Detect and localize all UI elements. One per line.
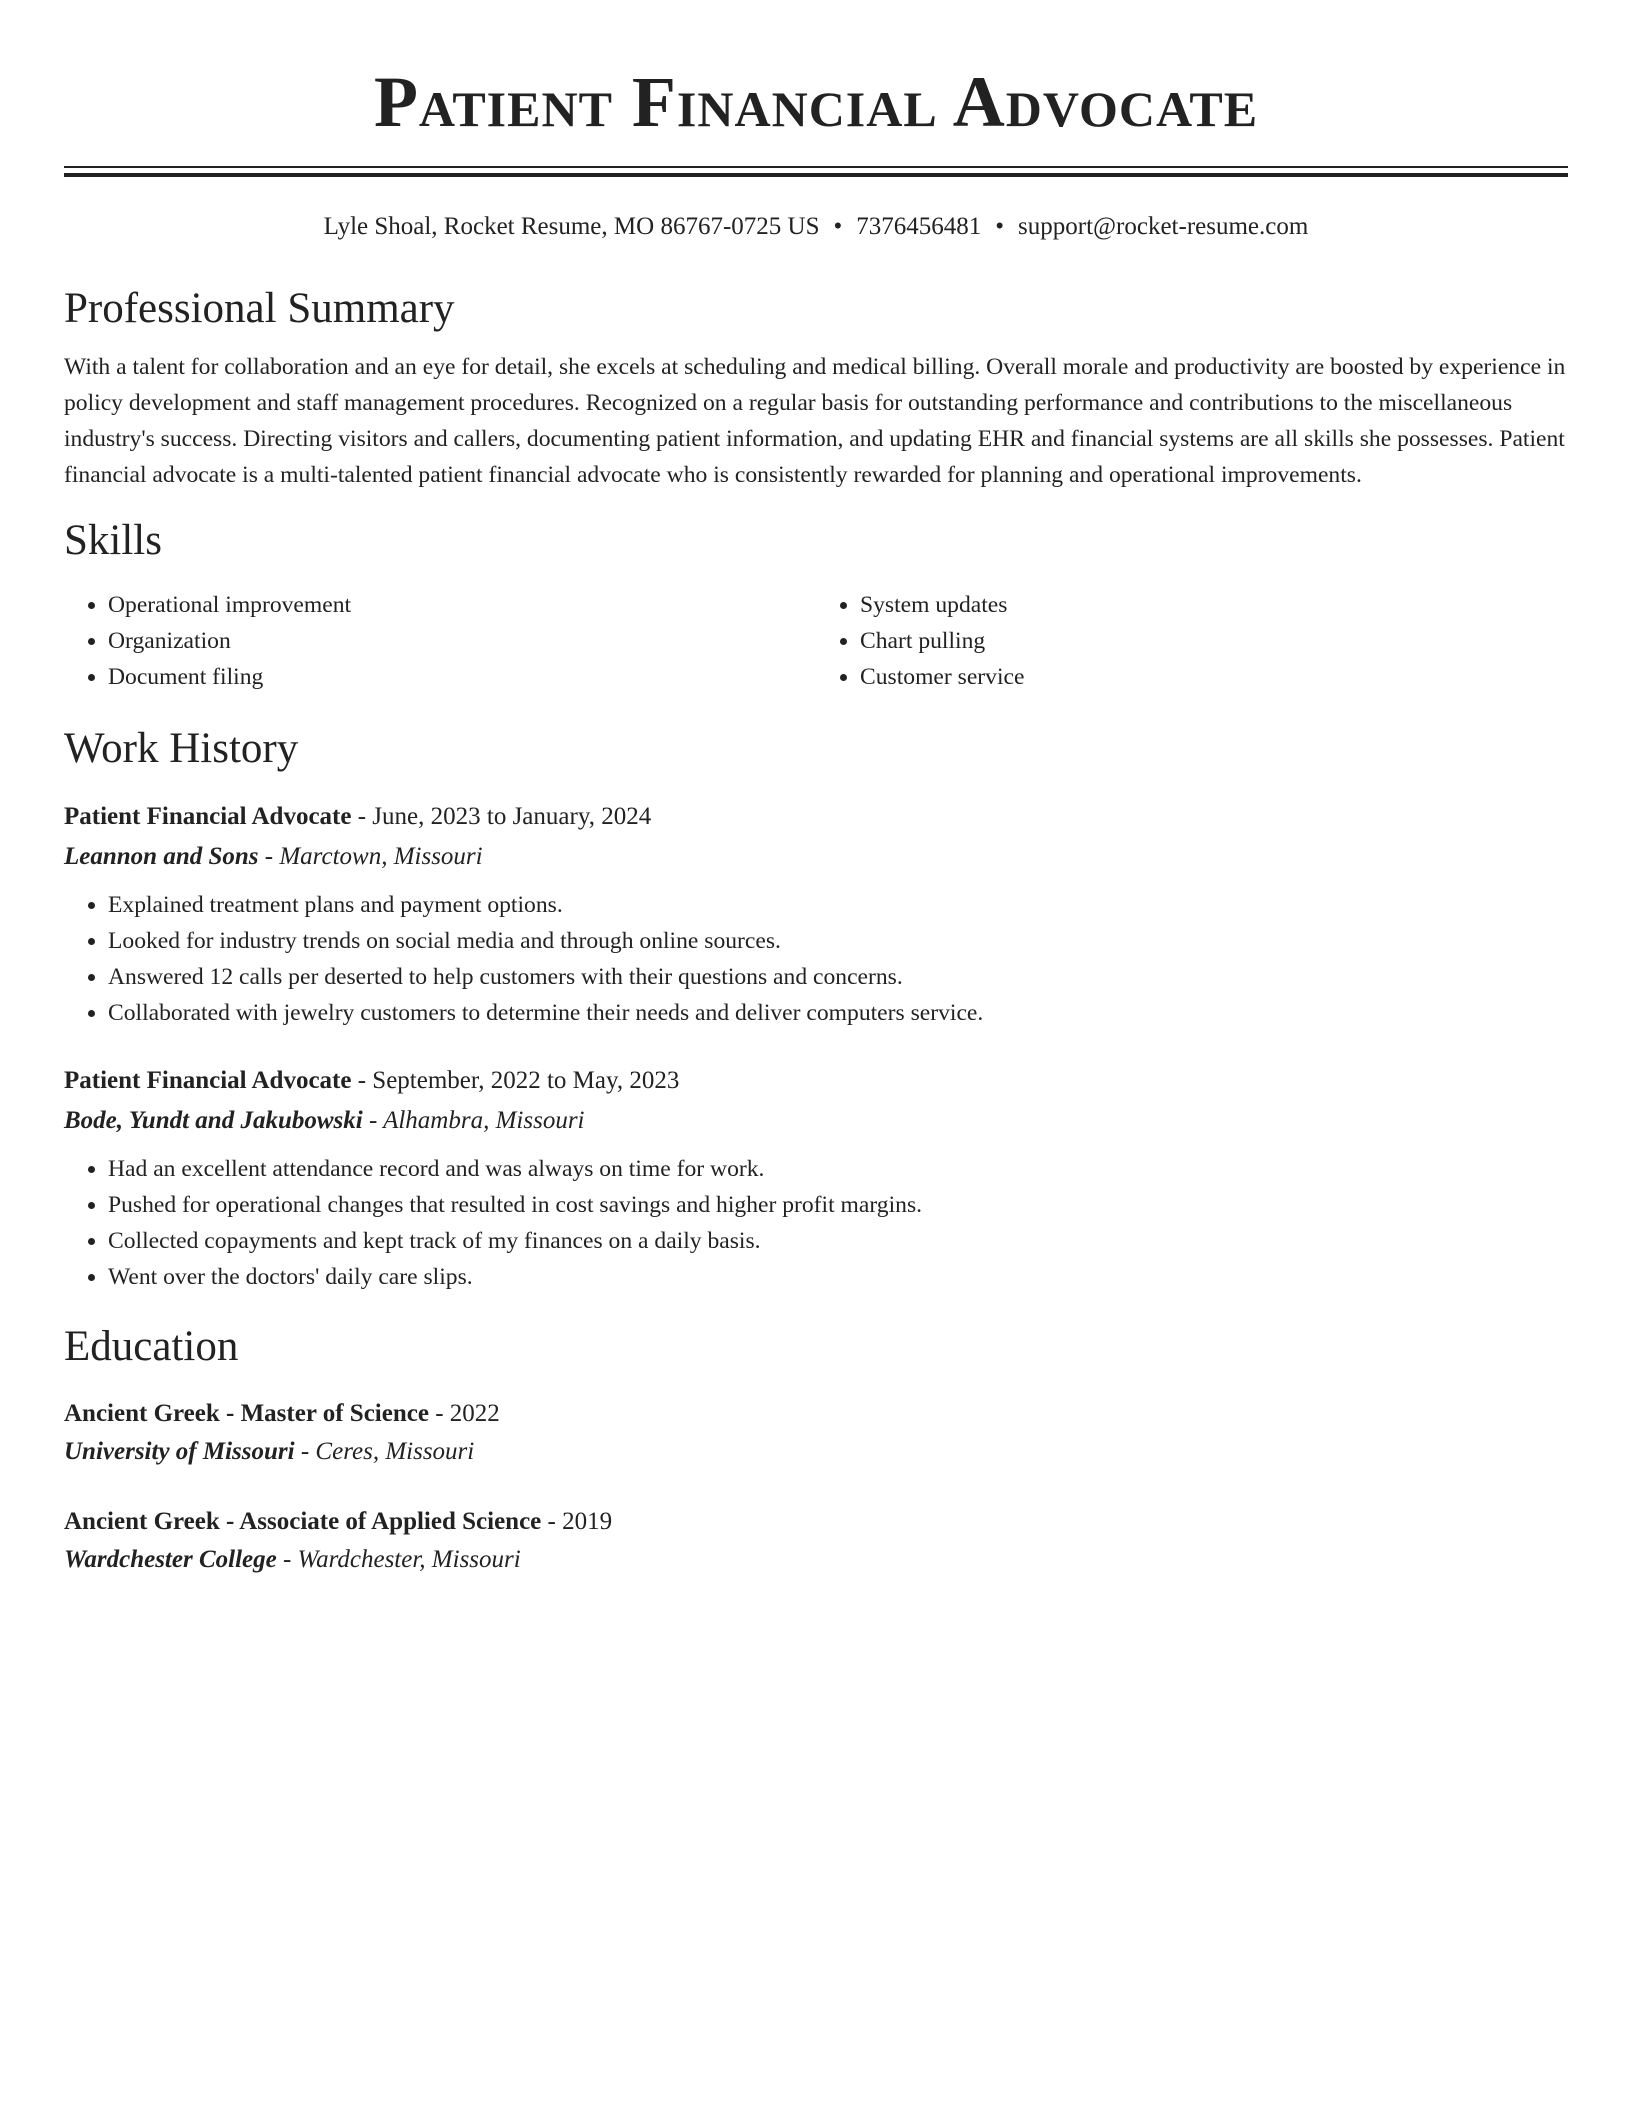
contact-email: support@rocket-resume.com (1018, 213, 1309, 240)
job-bullets (64, 1151, 1568, 1295)
education-year: - 2019 (541, 1508, 613, 1535)
contact-line (64, 211, 1568, 243)
job-employer (64, 837, 1568, 877)
job-bullet: • Answered 12 calls per deserted to help customers with their questions and concerns. (108, 959, 1568, 995)
skill-item: • Document filing (108, 659, 816, 695)
education-location: - Ceres, Missouri (294, 1438, 475, 1465)
title-divider-thick (64, 173, 1568, 177)
job-dates: - June, 2023 to January, 2024 (351, 803, 652, 830)
skill-item: • Operational improvement (108, 587, 816, 623)
skill-item: • Organization (108, 623, 816, 659)
job-header (64, 797, 1568, 837)
job-header (64, 1061, 1568, 1101)
contact-address: Lyle Shoal, Rocket Resume, MO 86767-0725 US (323, 213, 820, 240)
job-org: Leannon and Sons (64, 843, 259, 870)
education-degree: Ancient Greek - Associate of Applied Science (64, 1508, 542, 1535)
job-role: Patient Financial Advocate (64, 1067, 352, 1094)
job-bullet: • Looked for industry trends on social media and through online sources. (108, 923, 1568, 959)
skill-item: • Chart pulling (860, 623, 1568, 659)
job-bullet: • Explained treatment plans and payment options. (108, 887, 1568, 923)
skill-item: • System updates (860, 587, 1568, 623)
job-bullet: • Went over the doctors' daily care slips. (108, 1259, 1568, 1295)
education-year: - 2022 (428, 1400, 500, 1427)
job-bullet: • Pushed for operational changes that resulted in cost savings and higher profit margins. (108, 1187, 1568, 1223)
job-org: Bode, Yundt and Jakubowski (64, 1107, 363, 1134)
education-entry (64, 1503, 1568, 1579)
job-entry (64, 797, 1568, 1031)
job-role: Patient Financial Advocate (64, 803, 352, 830)
education-header (64, 1395, 1568, 1433)
education-entry (64, 1395, 1568, 1471)
contact-separator: • (833, 213, 843, 240)
education-institution (64, 1541, 1568, 1579)
contact-phone: 7376456481 (856, 213, 982, 240)
job-employer (64, 1101, 1568, 1141)
summary-heading: Professional Summary (64, 285, 455, 332)
skills-column-left (64, 587, 816, 695)
job-entry (64, 1061, 1568, 1295)
education-location: - Wardchester, Missouri (276, 1546, 521, 1573)
skills-list (64, 587, 1568, 695)
job-bullets (64, 887, 1568, 1031)
job-bullet: • Had an excellent attendance record and was always on time for work. (108, 1151, 1568, 1187)
job-location: - Marctown, Missouri (258, 843, 483, 870)
resume-title: Patient Financial Advocate (373, 62, 1259, 142)
contact-separator: • (995, 213, 1005, 240)
skills-column-right (816, 587, 1568, 695)
job-dates: - September, 2022 to May, 2023 (351, 1067, 680, 1094)
education-header (64, 1503, 1568, 1541)
title-divider-thin (64, 166, 1568, 168)
education-heading: Education (64, 1323, 239, 1370)
education-institution (64, 1433, 1568, 1471)
summary-text: With a talent for collaboration and an eye for detail, she excels at scheduling and medical billing. Overall morale and productivity are boosted by experience in policy development and staff management procedures. Recognized on a regular basis for outstanding performance and contributions to the miscellaneous industry's success. Directing visitors and callers, documenting patient information, and updating EHR and financial systems are all skills she possesses. Patient financial advocate is a multi-talented patient financial advocate who is consistently rewarded for planning and operational improvements. (64, 354, 1566, 488)
education-degree: Ancient Greek - Master of Science (64, 1400, 429, 1427)
job-location: - Alhambra, Missouri (362, 1107, 585, 1134)
skill-item: • Customer service (860, 659, 1568, 695)
job-bullet: • Collaborated with jewelry customers to determine their needs and deliver computers service. (108, 995, 1568, 1031)
job-bullet: • Collected copayments and kept track of my finances on a daily basis. (108, 1223, 1568, 1259)
skills-heading: Skills (64, 517, 162, 564)
education-school: University of Missouri (64, 1438, 295, 1465)
education-school: Wardchester College (64, 1546, 277, 1573)
work-history-heading: Work History (64, 725, 299, 772)
